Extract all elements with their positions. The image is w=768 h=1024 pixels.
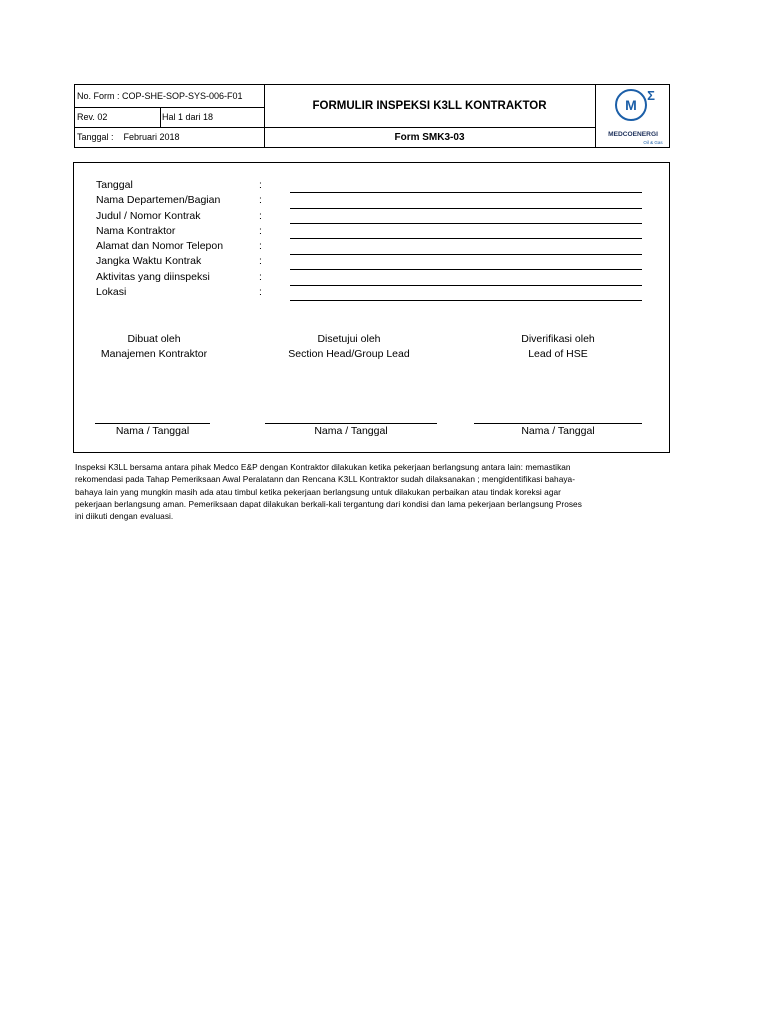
- note-line: pekerjaan berlangsung aman. Pemeriksaan dapat dilakukan berkali-kali tergantung dari kondisi dan lama pekerjaan berlangsung Proses: [75, 498, 582, 509]
- inspection-note: [75, 461, 675, 522]
- form-number: No. Form : COP-SHE-SOP-SYS-006-F01: [77, 91, 243, 101]
- field-label-lokasi: Lokasi: [96, 286, 127, 298]
- field-label-alamat: Alamat dan Nomor Telepon: [96, 240, 224, 252]
- sig-line-dibuat[interactable]: [95, 423, 210, 424]
- field-input-jangka-waktu[interactable]: [290, 269, 642, 270]
- sig-line-diverifikasi[interactable]: [474, 423, 642, 424]
- logo-mark-icon: [595, 85, 671, 147]
- field-input-departemen[interactable]: [290, 208, 642, 209]
- medcoenergi-logo: [595, 85, 671, 147]
- note-line: rekomendasi pada Tahap Pemeriksaan Awal Peralatann dan Rencana K3LL Kontraktor sudah dilaksanakan ; mengidentifikasi bahaya-: [75, 474, 576, 485]
- header-date: [75, 127, 264, 147]
- field-colon: :: [259, 194, 262, 206]
- field-colon: :: [259, 225, 262, 237]
- field-input-kontraktor[interactable]: [290, 238, 642, 239]
- page-count: Hal 1 dari 18: [162, 112, 214, 122]
- field-colon: :: [259, 255, 262, 267]
- field-colon: :: [259, 286, 262, 298]
- field-colon: :: [259, 240, 262, 252]
- form-header: [74, 84, 670, 148]
- field-label-departemen: Nama Departemen/Bagian: [96, 194, 221, 206]
- form-title: FORMULIR INSPEKSI K3LL KONTRAKTOR: [312, 100, 547, 112]
- sig-role-dibuat: Manajemen Kontraktor: [100, 348, 208, 360]
- logo-sigma: Σ: [647, 88, 655, 103]
- note-line: Inspeksi K3LL bersama antara pihak Medco E&P dengan Kontraktor dilakukan ketika pekerjaan berlangsung antara lain: memastikan: [75, 462, 571, 472]
- field-input-lokasi[interactable]: [290, 300, 642, 301]
- logo-letter: M: [625, 97, 637, 113]
- field-label-tanggal: Tanggal: [96, 179, 133, 191]
- form-code: Form SMK3-03: [394, 131, 465, 143]
- note-line: ini diikuti dengan evaluasi.: [75, 511, 174, 522]
- sig-footer-diverifikasi: Nama / Tanggal: [521, 425, 595, 437]
- field-input-kontrak[interactable]: [290, 223, 642, 224]
- sig-footer-dibuat: Nama / Tanggal: [115, 425, 190, 437]
- sig-line-disetujui[interactable]: [265, 423, 437, 424]
- sig-footer-disetujui: Nama / Tanggal: [314, 425, 388, 437]
- sig-role-disetujui: Section Head/Group Lead: [288, 348, 410, 360]
- revision: Rev. 02: [77, 112, 108, 122]
- logo-sub: Oil & Gas: [643, 140, 663, 145]
- field-input-tanggal[interactable]: [290, 192, 642, 193]
- field-colon: :: [259, 179, 262, 191]
- field-label-kontrak: Judul / Nomor Kontrak: [96, 210, 201, 222]
- sig-role-diverifikasi: Lead of HSE: [528, 348, 588, 360]
- date-label: Tanggal :: [77, 132, 114, 142]
- sig-title-dibuat: Dibuat oleh: [127, 333, 181, 345]
- field-input-aktivitas[interactable]: [290, 285, 642, 286]
- field-label-kontraktor: Nama Kontraktor: [96, 225, 176, 237]
- sig-title-diverifikasi: Diverifikasi oleh: [521, 333, 595, 345]
- field-input-alamat[interactable]: [290, 254, 642, 255]
- date-value: Februari 2018: [123, 132, 180, 142]
- logo-brand: MEDCOENERGI: [608, 131, 658, 138]
- field-label-aktivitas: Aktivitas yang diinspeksi: [96, 271, 210, 283]
- sig-title-disetujui: Disetujui oleh: [317, 333, 381, 345]
- field-label-jangka-waktu: Jangka Waktu Kontrak: [96, 255, 202, 267]
- note-line: bahaya lain yang mungkin masih ada atau timbul ketika pekerjaan berlangsung untuk dilakukan perbaikan atau tindak koreksi agar: [75, 486, 561, 497]
- inspection-form: [73, 162, 670, 453]
- field-colon: :: [259, 271, 262, 283]
- field-colon: :: [259, 210, 262, 222]
